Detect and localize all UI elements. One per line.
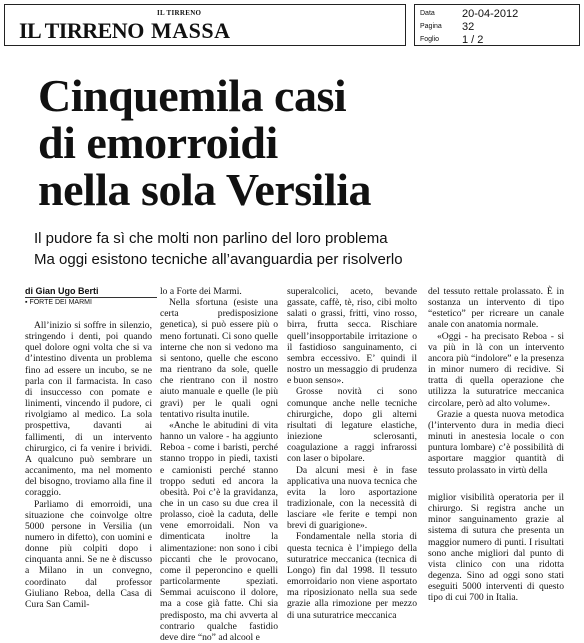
- article-paragraph: All’inizio si soffre in silenzio, stringendo i denti, poi quando quel dolore ogni volta che si va d’intestino diventa un problema fino ad essere un incubo, se ne parla con il farmacista. In caso di insuccesso con pomate e linimenti, vincendo il pudore, ci rivolgiamo al medico. La sola prospettiva, davanti ai fallimenti, di un intervento chirurgico, ci fa venire i brividi. A qualcuno può sembrare un accanimento, ma nel momento del bisogno, troviamo alla fine il coraggio.: [25, 320, 152, 499]
- meta-row-foglio: [420, 34, 578, 47]
- masthead: [4, 4, 406, 46]
- article-paragraph: «Oggi - ha precisato Reboa - si va più in là con un intervento ancora più “indolore” e la presenza in minor numero di recidive. Si tratta di quella operazione che utilizza la suturatrice meccanica circolare, però ad alto volume».: [428, 330, 564, 409]
- headline-line: Cinquemila casi: [38, 70, 347, 121]
- meta-foglio-value: 1 / 2: [462, 34, 484, 46]
- subheadline-line: Il pudore fa sì che molti non parlino del loro problema: [34, 230, 388, 247]
- meta-data-label: Data: [420, 10, 435, 17]
- article-column-4: [428, 286, 564, 476]
- meta-pagina-label: Pagina: [420, 23, 442, 30]
- article-paragraph: Parliamo di emorroidi, una situazione che coinvolge oltre 5000 persone in Versilia (un numero in difetto), con uomini e donne più colpiti dopo i cinquanta anni. Se ne è discusso a Milano in un convegno, coordinato dal professor Giuliano Reboa, della Casa di Cura San Camil-: [25, 498, 152, 610]
- article-column-1: [25, 320, 152, 610]
- article-paragraph: Nella sfortuna (esiste una certa predisposizione genetica), si può essere più o meno fortunati. Ci sono quelle interne che non si vedono ma si sentono, quelle che escono ma rientrano da sole, quelle che rientrano con il nostro aiuto manuale e quelle (le più gravi) per le quali ogni tentativo risulta inutile.: [160, 297, 278, 420]
- headline-line: nella sola Versilia: [38, 164, 371, 215]
- meta-data-value: 20-04-2012: [462, 8, 519, 20]
- meta-pagina-value: 32: [462, 21, 475, 33]
- headline-line: di emorroidi: [38, 117, 278, 168]
- article-paragraph: superalcolici, aceto, bevande gassate, caffè, tè, riso, cibi molto salati o grassi, fritti, vino rosso, birra, frutta secca. Rischiare quell’insopportabile irritazione o il fastidioso sanguinamento, ci sembra eccessivo. E’ quindi il nostro un messaggio di prudenza e buon senso».: [287, 286, 417, 387]
- meta-foglio-label: Foglio: [420, 36, 440, 43]
- article-paragraph: miglior visibilità operatoria per il chirurgo. Si registra anche un minor sanguinamento grazie al sistema di sutura che presenta un maggior numero di punti. I risultati sono anche migliori dal punto di vista clinico con una ridotta degenza. Sino ad oggi sono stati eseguiti 5000 interventi di questo tipo di cui 700 in Italia.: [428, 492, 564, 604]
- byline-rule: [25, 297, 157, 298]
- article-paragraph: del tessuto rettale prolassato. È in sostanza un intervento di tipo “estetico” per ricreare un canale anale con anatomia normale.: [428, 286, 564, 331]
- subheadline: [34, 228, 403, 270]
- metadata-box: [414, 4, 580, 46]
- article-paragraph: Grazie a questa nuova metodica (l’intervento dura in media dieci minuti in anestesia locale o con puntura lombare) c’è possibilità di asportare maggior quantità di tessuto prolassato in virtù della: [428, 408, 564, 476]
- subheadline-line: Ma oggi esistono tecniche all’avanguardia per risolverlo: [34, 251, 403, 268]
- dateline-text: FORTE DEI MARMI: [29, 299, 92, 306]
- article-paragraph: Fondamentale nella storia di questa tecnica è l’impiego della suturatrice meccanica (tecnica di Longo) fin dal 1998. Il tessuto emorroidario non viene asportato ma riposizionato nella sua sede grazie alla rimozione per mezzo di una suturatrice meccanica: [287, 531, 417, 621]
- article-paragraph: lo a Forte dei Marmi.: [160, 286, 242, 297]
- meta-row-pagina: [420, 21, 578, 34]
- headline: [38, 72, 558, 213]
- article-paragraph: Grosse novità ci sono comunque anche nelle tecniche chirurgiche, dopo gli alterni risultati di legature elastiche, iniezione sclerosanti, coagulazione a raggi infrarossi con laser o bipolare.: [287, 386, 417, 465]
- masthead-small-label: IL TIRRENO: [157, 9, 202, 17]
- dateline-location: [25, 299, 99, 306]
- article-column-5: [428, 492, 564, 604]
- byline: [25, 286, 99, 306]
- article-paragraph: «Anche le abitudini di vita hanno un valore - ha aggiunto Reboa - come i baristi, perché stanno troppo in piedi, taxisti e camionisti perché stanno troppo seduti ed ancora la obesità. Poi c’è la gravidanza, che in un caso su due crea il prolasso, cioè la caduta, delle vene emorroidali. Non va dimenticata inoltre la alimentazione: non sono i cibi piccanti che le provocano, come il peperoncino e quelli particolarmente speziati. Semmai acuiscono il dolore, ma a cose già fatte. Chi sia predisposto, ma chi avverta al contrario qualche fastidio deve dire “no” ad alcool e: [160, 419, 278, 643]
- edition-city: MASSA: [151, 18, 231, 43]
- article-column-2: [160, 286, 278, 643]
- meta-row-data: [420, 8, 578, 21]
- author-name: di Gian Ugo Berti: [25, 286, 99, 296]
- publication-name: IL TIRRENO: [19, 18, 144, 43]
- article-paragraph: Da alcuni mesi è in fase applicativa una nuova tecnica che evita la loro asportazione tradizionale, con la necessità di lasciare «le ferite e tempi non brevi di guarigione».: [287, 464, 417, 532]
- article-column-3: [287, 286, 417, 621]
- square-bullet-icon: ▪: [25, 299, 30, 306]
